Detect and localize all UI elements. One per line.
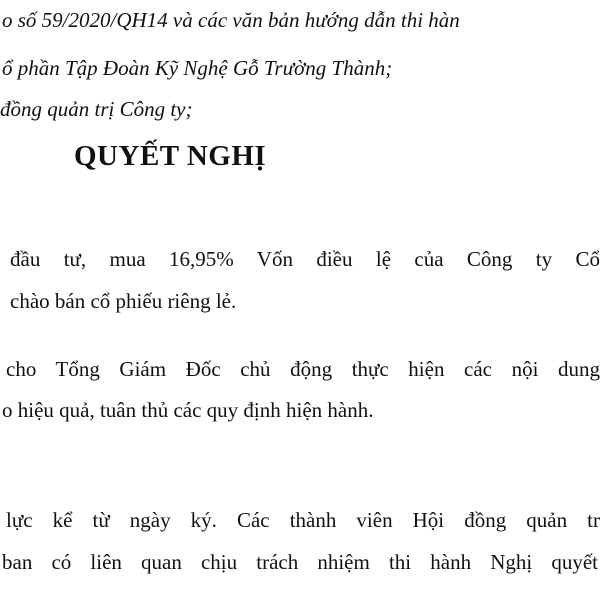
preamble-line-3: đồng quản trị Công ty; [0, 97, 193, 121]
article-3-line-1: lực kể từ ngày ký. Các thành viên Hội đồng quản tr [6, 510, 600, 532]
preamble-line-1: o số 59/2020/QH14 và các văn bản hướng dẫn thi hàn [2, 8, 460, 32]
preamble-line-2: ổ phần Tập Đoàn Kỹ Nghệ Gỗ Trường Thành; [2, 56, 393, 80]
resolution-heading: QUYẾT NGHỊ [74, 140, 267, 172]
article-2-line-1: cho Tổng Giám Đốc chủ động thực hiện các nội dung [6, 359, 600, 381]
article-2-line-2: o hiệu quả, tuân thủ các quy định hiện hành. [2, 398, 374, 422]
article-3-line-2: ban có liên quan chịu trách nhiệm thi hành Nghị quyết [2, 552, 598, 574]
article-1-line-2: chào bán cổ phiếu riêng lẻ. [10, 289, 237, 313]
article-1-line-1: đầu tư, mua 16,95% Vốn điều lệ của Công ty Cổ [10, 249, 600, 271]
